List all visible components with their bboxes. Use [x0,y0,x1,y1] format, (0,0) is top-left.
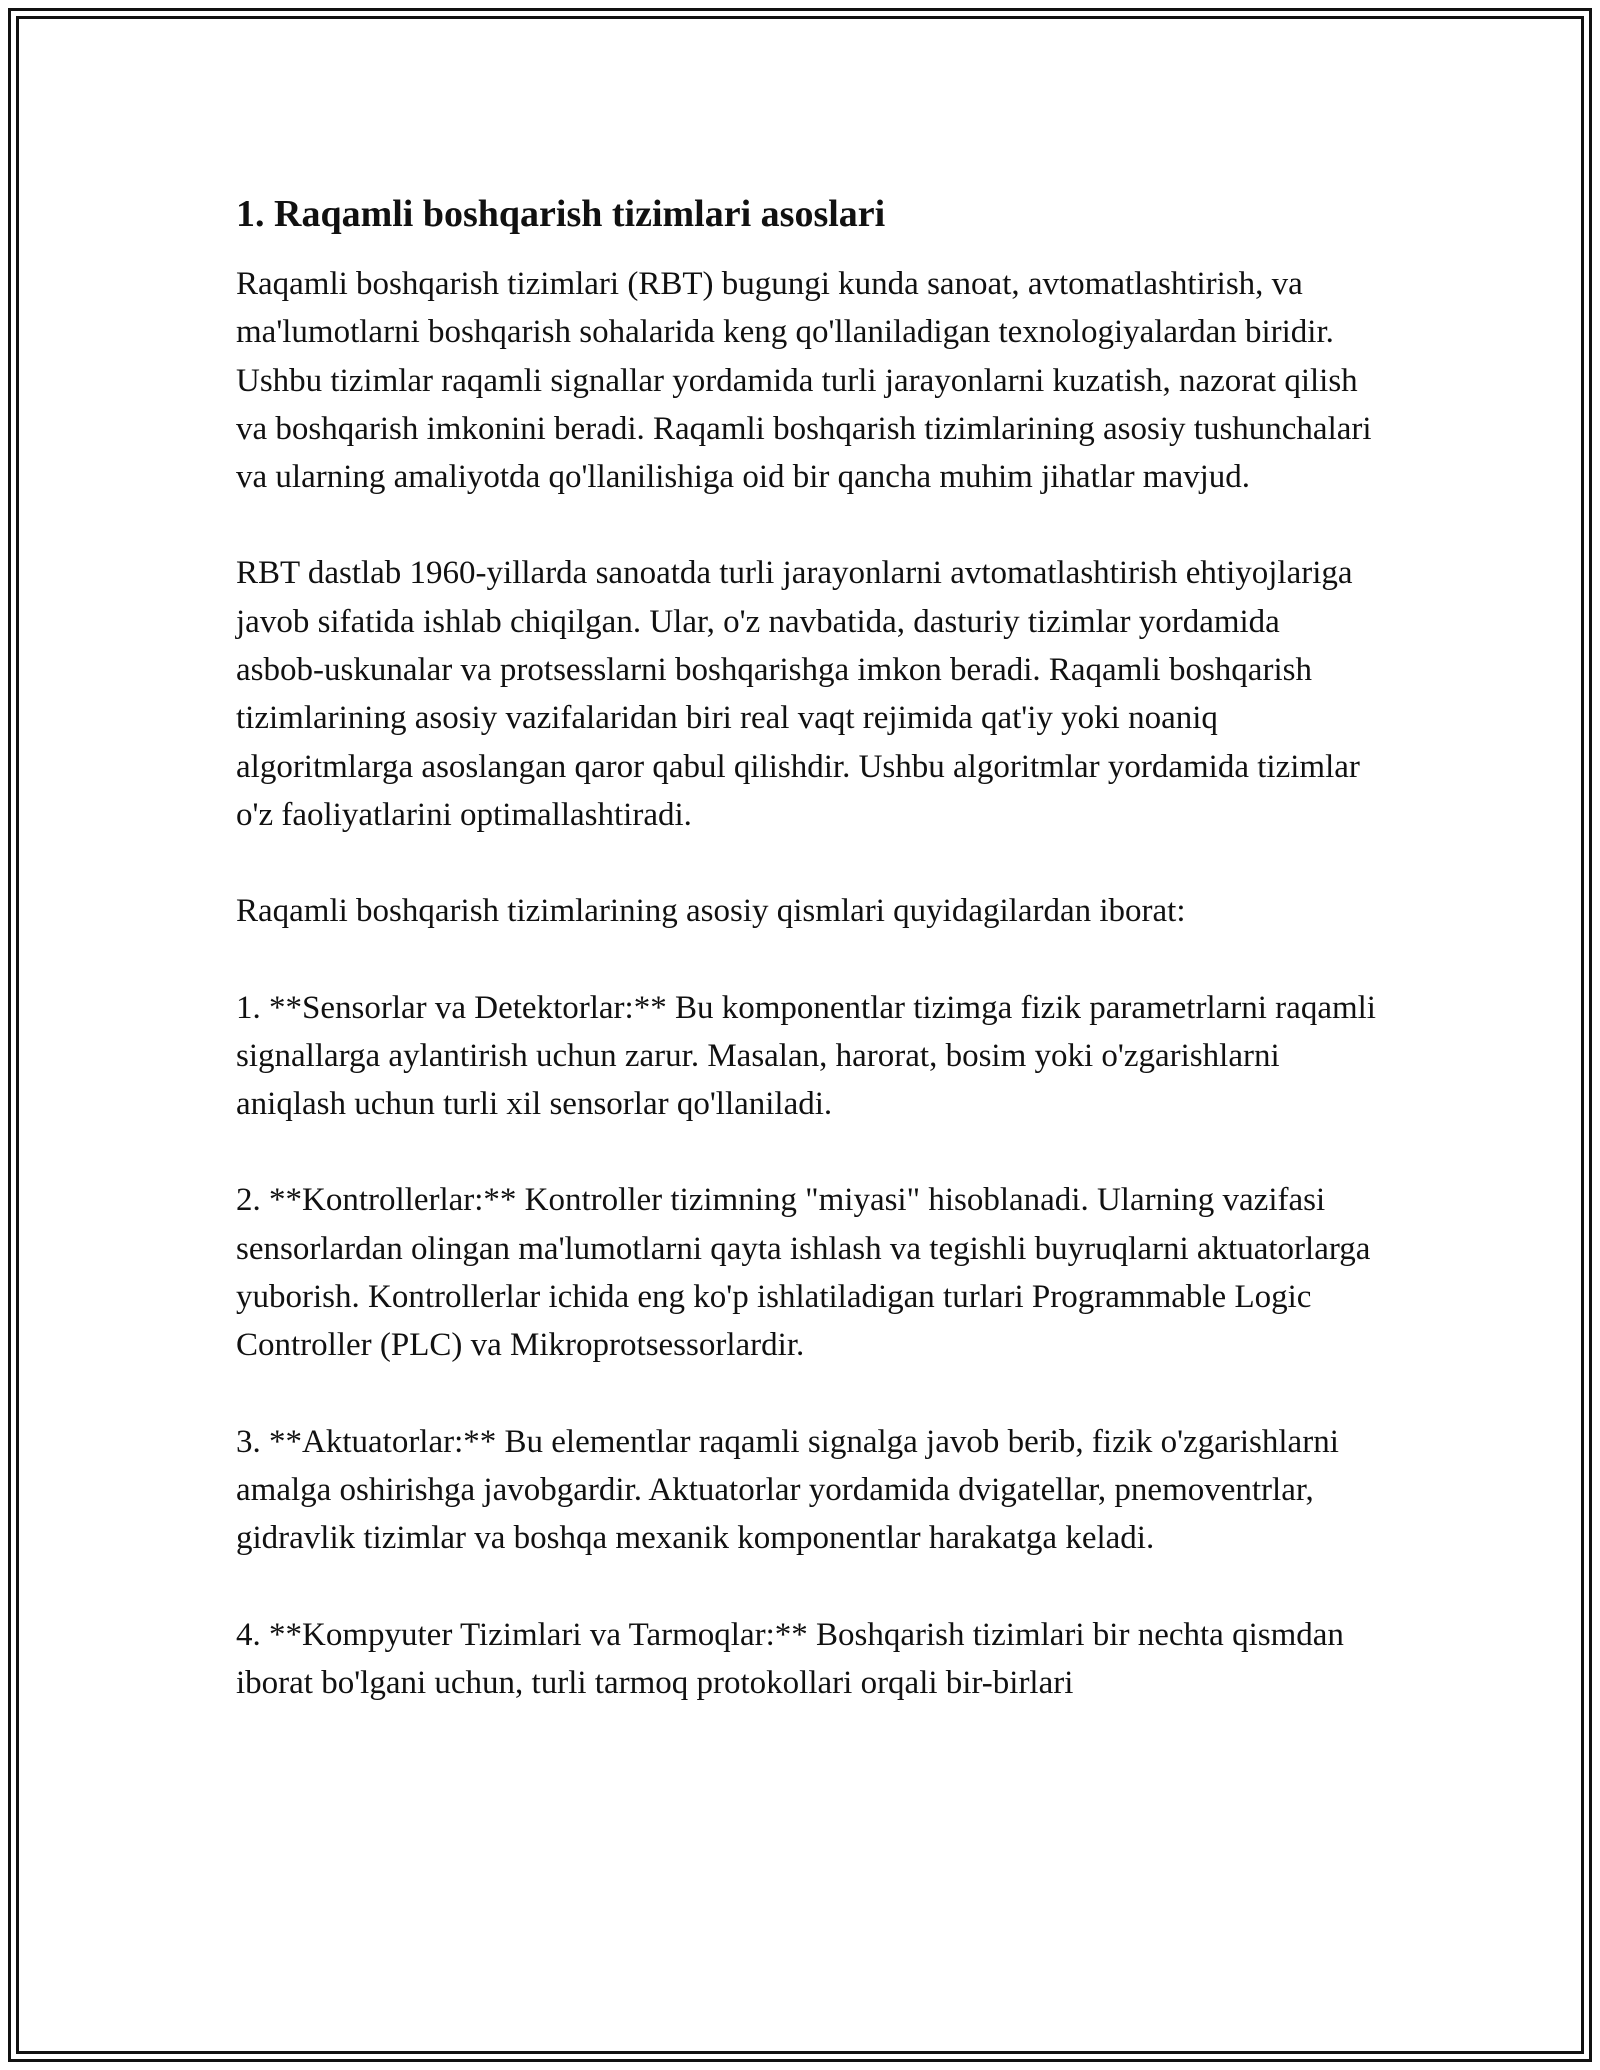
paragraph-history: RBT dastlab 1960-yillarda sanoatda turli jarayonlarni avtomatlashtirish ehtiyojlariga javob sifatida ishlab chiqilgan. Ular, o'z navbatida, dasturiy tizimlar yordamida asbob-uskunalar va protsesslarni boshqarishga imkon beradi. Raqamli boshqarish tizimlarining asosiy vazifalaridan biri real vaqt rejimida qat'iy yoki noaniq algoritmlarga asoslangan qaror qabul qilishdir. Ushbu algoritmlar yordamida tizimlar o'z faoliyatlarini optimallashtiradi. [236,555,1360,833]
document-body [236,186,1376,1755]
list-item-networks: 4. **Kompyuter Tizimlari va Tarmoqlar:** Boshqarish tizimlari bir nechta qismdan iborat bo'lgani uchun, turli tarmoq protokollari orqali bir-birlari [236,1616,1344,1701]
list-item-controllers: 2. **Kontrollerlar:** Kontroller tizimning "miyasi" hisoblanadi. Ularning vazifasi sensorlardan olingan ma'lumotlarni qayta ishlash va tegishli buyruqlarni aktuatorlarga yuborish. Kontrollerlar ichida eng ko'p ishlatiladigan turlari Programmable Logic Controller (PLC) va Mikroprotsessorlardir. [236,1182,1371,1364]
paragraph-intro: Raqamli boshqarish tizimlari (RBT) bugungi kunda sanoat, avtomatlashtirish, va ma'lumotlarni boshqarish sohalarida keng qo'llaniladigan texnologiyalardan biridir. Ushbu tizimlar raqamli signallar yordamida turli jarayonlarni kuzatish, nazorat qilish va boshqarish imkonini beradi. Raqamli boshqarish tizimlarining asosiy tushunchalari va ularning amaliyotda qo'llanilishiga oid bir qancha muhim jihatlar mavjud. [236,266,1372,496]
list-item-actuators: 3. **Aktuatorlar:** Bu elementlar raqamli signalga javob berib, fizik o'zgarishlarni amalga oshirishga javobgardir. Aktuatorlar yordamida dvigatellar, pnemoventrlar, gidravlik tizimlar va boshqa mexanik komponentlar harakatga keladi. [236,1423,1339,1557]
paragraph-components-intro: Raqamli boshqarish tizimlarining asosiy qismlari quyidagilardan iborat: [236,893,1186,930]
list-item-sensors: 1. **Sensorlar va Detektorlar:** Bu komponentlar tizimga fizik parametrlarni raqamli signallarga aylantirish uchun zarur. Masalan, harorat, bosim yoki o'zgarishlarni aniqlash uchun turli xil sensorlar qo'llaniladi. [236,989,1376,1123]
section-heading: 1. Raqamli boshqarish tizimlari asoslari [236,193,886,235]
